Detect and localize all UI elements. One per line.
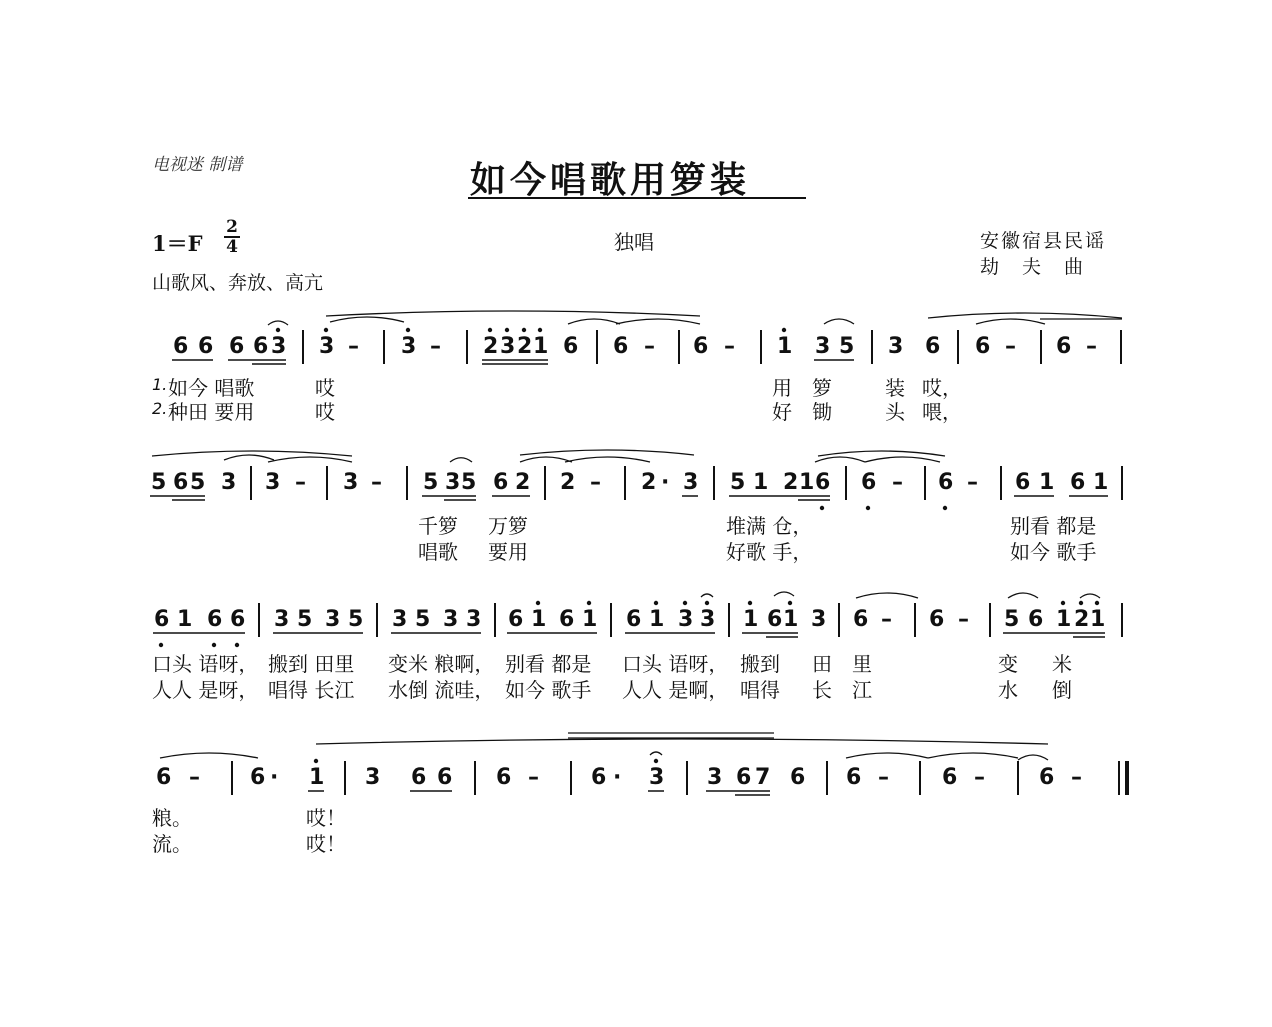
octave-dot-high [536,601,540,605]
lyric-word: 口头 语呀， [622,652,729,676]
time-signature-bottom: 4 [226,237,238,257]
note-digit: 5 [151,470,167,495]
lyric-word: 如今 歌手 [1010,540,1097,564]
barline [383,330,385,364]
dash-extension: – [724,334,735,359]
lyric-word: 粮。 [152,806,192,830]
note-digit: 1 [799,470,815,495]
lyric-word: 种田 要用 [168,400,255,424]
slur-arc [1018,755,1048,760]
note-digit: 1 [743,607,759,632]
lyric-word: 堆满 仓， [726,514,813,538]
note-digit: 6 [198,334,214,359]
note-digit: 6 [736,765,752,790]
note-digit: 6 [790,765,806,790]
octave-dot-high [505,328,509,332]
barline [610,603,612,637]
lyric-word: 万箩 [488,514,528,538]
barline [376,603,378,637]
note-digit: 6 [493,470,509,495]
note-digit: 7 [755,765,771,790]
note-digit: 6 [1070,470,1086,495]
song-origin: 安徽宿县民谣 [980,230,1107,252]
note-digit: 1 [533,334,549,359]
slur-arc [774,592,794,596]
slur-arc [818,451,945,456]
note-digit: 3 [274,607,290,632]
slur-arc [616,319,700,324]
style-note: 山歌风、奔放、高亢 [152,272,324,294]
note-digit: 2 [1074,607,1090,632]
note-digit: 6 [563,334,579,359]
score-credit: 电视迷 制谱 [152,155,243,175]
note-digit: 6 [767,607,783,632]
octave-dot-high [406,328,410,332]
note-digit: 3 [700,607,716,632]
note-digit: 6 [591,765,607,790]
lyric-word: 里 [852,652,872,676]
note-digit: 6 [975,334,991,359]
octave-dot-high [587,601,591,605]
lyric-word: 箩 [812,376,832,400]
note-digit: 1 [1090,607,1106,632]
note-digit: 6 [942,765,958,790]
barline [1017,761,1019,795]
note-digit: 3 [678,607,694,632]
composer-credit: 劫 夫 曲 [980,256,1086,278]
lyric-word: 长 [812,678,832,702]
barline [494,603,496,637]
slur-arc [160,753,258,758]
final-barline [1125,761,1129,795]
barline [1120,330,1122,364]
performance-type: 独唱 [614,230,654,254]
barline [344,761,346,795]
dash-extension: – [295,470,306,495]
slur-arc [846,753,928,758]
note-digit: 1 [1039,470,1055,495]
barline [957,330,959,364]
barline [624,466,626,500]
barline [845,466,847,500]
note-digit: 3 [683,470,699,495]
note-digit: 5 [839,334,855,359]
barline [250,466,252,500]
note-digit: 6 [1028,607,1044,632]
note-digit: 2 [515,470,531,495]
lyric-word: 用 [772,376,792,400]
fermata-mark [650,752,662,755]
note-digit: 6 [156,765,172,790]
augmentation-dot: · [270,765,279,790]
note-digit: 5 [348,607,364,632]
note-digit: 3 [365,765,381,790]
note-digit: 2 [517,334,533,359]
slur-arc [326,311,700,316]
lyric-word: 哎！ [306,806,346,830]
note-digit: 6 [559,607,575,632]
slur-arc [565,457,650,462]
slur-arc [316,739,1048,744]
lyric-word: 1. [152,375,168,394]
barline [1000,466,1002,500]
lyric-word: 唱得 长江 [268,678,355,702]
barline [596,330,598,364]
lyric-word: 别看 都是 [505,652,592,676]
note-digit: 5 [423,470,439,495]
note-digit: 2 [483,334,499,359]
slur-arc [330,317,404,322]
note-digit: 6 [207,607,223,632]
note-digit: 1 [1093,470,1109,495]
slur-arc [520,457,572,462]
dash-extension: – [1086,334,1097,359]
note-digit: 3 [707,765,723,790]
lyric-word: 水倒 流哇， [388,678,495,702]
lyric-word: 唱歌 [418,540,458,564]
slur-arc [520,450,694,455]
note-digit: 3 [325,607,341,632]
barline [924,466,926,500]
dash-extension: – [958,607,969,632]
barline [570,761,572,795]
fermata-mark [701,594,713,597]
octave-dot-high [1061,601,1065,605]
octave-dot-high [1095,601,1099,605]
note-digit: 6 [1015,470,1031,495]
note-digit: 1 [649,607,665,632]
octave-dot-low [820,506,824,510]
song-title: 如今唱歌用箩装 [470,159,751,201]
key-signature: 1＝F [152,231,203,256]
octave-dot-high [788,601,792,605]
barline [1121,466,1123,500]
final-barline [1118,761,1120,795]
lyric-word: 别看 都是 [1010,514,1097,538]
barline [326,466,328,500]
barline [826,761,828,795]
barline [1121,603,1123,637]
lyric-word: 田 [812,652,832,676]
note-digit: 6 [230,607,246,632]
octave-dot-high [324,328,328,332]
lyric-word: 锄 [812,400,832,424]
barline [678,330,680,364]
lyric-word: 唱得 [740,678,780,702]
barline [914,603,916,637]
octave-dot-high [782,328,786,332]
note-digit: 3 [500,334,516,359]
lyric-word: 装 [885,376,905,400]
note-digit: 1 [777,334,793,359]
slur-arc [928,313,1122,318]
slur-arc [928,753,1018,758]
note-digit: 6 [853,607,869,632]
lyric-word: 米 [1052,652,1072,676]
note-digit: 3 [445,470,461,495]
note-digit: 6 [508,607,524,632]
note-digit: 6 [626,607,642,632]
note-digit: 6 [1056,334,1072,359]
note-digit: 6 [154,607,170,632]
note-digit: 1 [582,607,598,632]
note-digit: 6 [229,334,245,359]
note-digit: 6 [173,470,189,495]
slur-arc [815,457,865,462]
note-digit: 1 [753,470,769,495]
barline [713,466,715,500]
dash-extension: – [1071,765,1082,790]
note-digit: 3 [401,334,417,359]
dash-extension: – [881,607,892,632]
note-digit: 3 [888,334,904,359]
barline [258,603,260,637]
note-digit: 6 [496,765,512,790]
slur-arc [1080,594,1100,598]
octave-dot-high [1079,601,1083,605]
barline [919,761,921,795]
octave-dot-high [705,601,709,605]
slur-arc [268,321,288,325]
lyric-word: 人人 是啊， [622,678,729,702]
note-digit: 5 [730,470,746,495]
lyric-word: 要用 [488,540,528,564]
octave-dot-high [276,328,280,332]
note-digit: 6 [861,470,877,495]
octave-dot-low [212,643,216,647]
lyric-word: 变 [998,652,1018,676]
barline [544,466,546,500]
lyric-word: 哎 [315,400,335,424]
dash-extension: – [974,765,985,790]
lyric-word: 喂， [922,400,962,424]
slur-arc [1008,593,1038,598]
note-digit: 6 [173,334,189,359]
note-digit: 6 [253,334,269,359]
octave-dot-high [314,759,318,763]
lyric-word: 倒 [1052,678,1072,702]
dash-extension: – [590,470,601,495]
note-digit: 3 [649,765,665,790]
lyric-word: 好 [772,400,792,424]
octave-dot-high [488,328,492,332]
note-digit: 1 [309,765,325,790]
dash-extension: – [878,765,889,790]
barline [760,330,762,364]
lyric-word: 人人 是呀， [152,678,259,702]
note-digit: 2 [560,470,576,495]
barline [231,761,233,795]
augmentation-dot: · [661,470,670,495]
dash-extension: – [1005,334,1016,359]
octave-dot-low [159,643,163,647]
lyric-word: 流。 [152,832,192,856]
octave-dot-low [235,643,239,647]
augmentation-dot: · [613,765,622,790]
lyric-word: 如今 歌手 [505,678,592,702]
note-digit: 6 [1039,765,1055,790]
dash-extension: – [371,470,382,495]
octave-dot-high [522,328,526,332]
octave-dot-low [866,506,870,510]
note-digit: 5 [190,470,206,495]
lyric-word: 哎 [315,376,335,400]
lyric-word: 哎， [922,376,962,400]
note-digit: 5 [415,607,431,632]
octave-dot-high [748,601,752,605]
note-digit: 1 [783,607,799,632]
note-digit: 5 [461,470,477,495]
lyric-word: 水 [998,678,1018,702]
slur-arc [568,319,620,324]
note-digit: 3 [271,334,287,359]
barline [406,466,408,500]
dash-extension: – [967,470,978,495]
note-digit: 6 [250,765,266,790]
lyric-word: 好歌 手， [726,540,813,564]
octave-dot-high [654,759,658,763]
note-digit: 6 [925,334,941,359]
lyric-word: 哎！ [306,832,346,856]
lyric-word: 头 [885,400,905,424]
dash-extension: – [189,765,200,790]
dash-extension: – [644,334,655,359]
note-digit: 1 [531,607,547,632]
barline [838,603,840,637]
note-digit: 2 [783,470,799,495]
barline [474,761,476,795]
octave-dot-high [654,601,658,605]
note-digit: 3 [343,470,359,495]
dash-extension: – [430,334,441,359]
note-digit: 1 [177,607,193,632]
note-digit: 6 [815,470,831,495]
note-digit: 3 [466,607,482,632]
note-digit: 3 [443,607,459,632]
barline [989,603,991,637]
note-digit: 3 [811,607,827,632]
lyric-word: 如今 唱歌 [168,376,255,400]
barline [728,603,730,637]
note-digit: 6 [938,470,954,495]
lyric-word: 变米 粮啊， [388,652,495,676]
barline [686,761,688,795]
lyric-word: 2. [152,399,168,418]
slur-arc [224,455,274,460]
dash-extension: – [348,334,359,359]
lyric-word: 搬到 田里 [268,652,355,676]
note-digit: 6 [411,765,427,790]
note-digit: 6 [693,334,709,359]
slur-arc [824,319,854,324]
slur-arc [268,457,352,462]
note-digit: 5 [297,607,313,632]
note-digit: 6 [437,765,453,790]
slur-arc [450,458,472,462]
slur-arc [976,319,1045,324]
note-digit: 6 [929,607,945,632]
slur-arc [856,593,918,598]
lyric-word: 口头 语呀， [152,652,259,676]
lyric-word: 江 [852,678,872,702]
note-digit: 3 [319,334,335,359]
barline [302,330,304,364]
time-signature-top: 2 [226,217,238,237]
lyric-word: 千箩 [418,514,458,538]
note-digit: 3 [265,470,281,495]
barline [871,330,873,364]
note-digit: 3 [815,334,831,359]
note-digit: 2 [641,470,657,495]
octave-dot-high [538,328,542,332]
barline [466,330,468,364]
note-digit: 6 [613,334,629,359]
octave-dot-high [683,601,687,605]
dash-extension: – [892,470,903,495]
lyric-word: 搬到 [740,652,780,676]
note-digit: 5 [1004,607,1020,632]
dash-extension: – [528,765,539,790]
note-digit: 1 [1056,607,1072,632]
note-digit: 6 [846,765,862,790]
note-digit: 3 [392,607,408,632]
octave-dot-low [943,506,947,510]
note-digit: 3 [221,470,237,495]
barline [1040,330,1042,364]
slur-arc [865,457,940,462]
